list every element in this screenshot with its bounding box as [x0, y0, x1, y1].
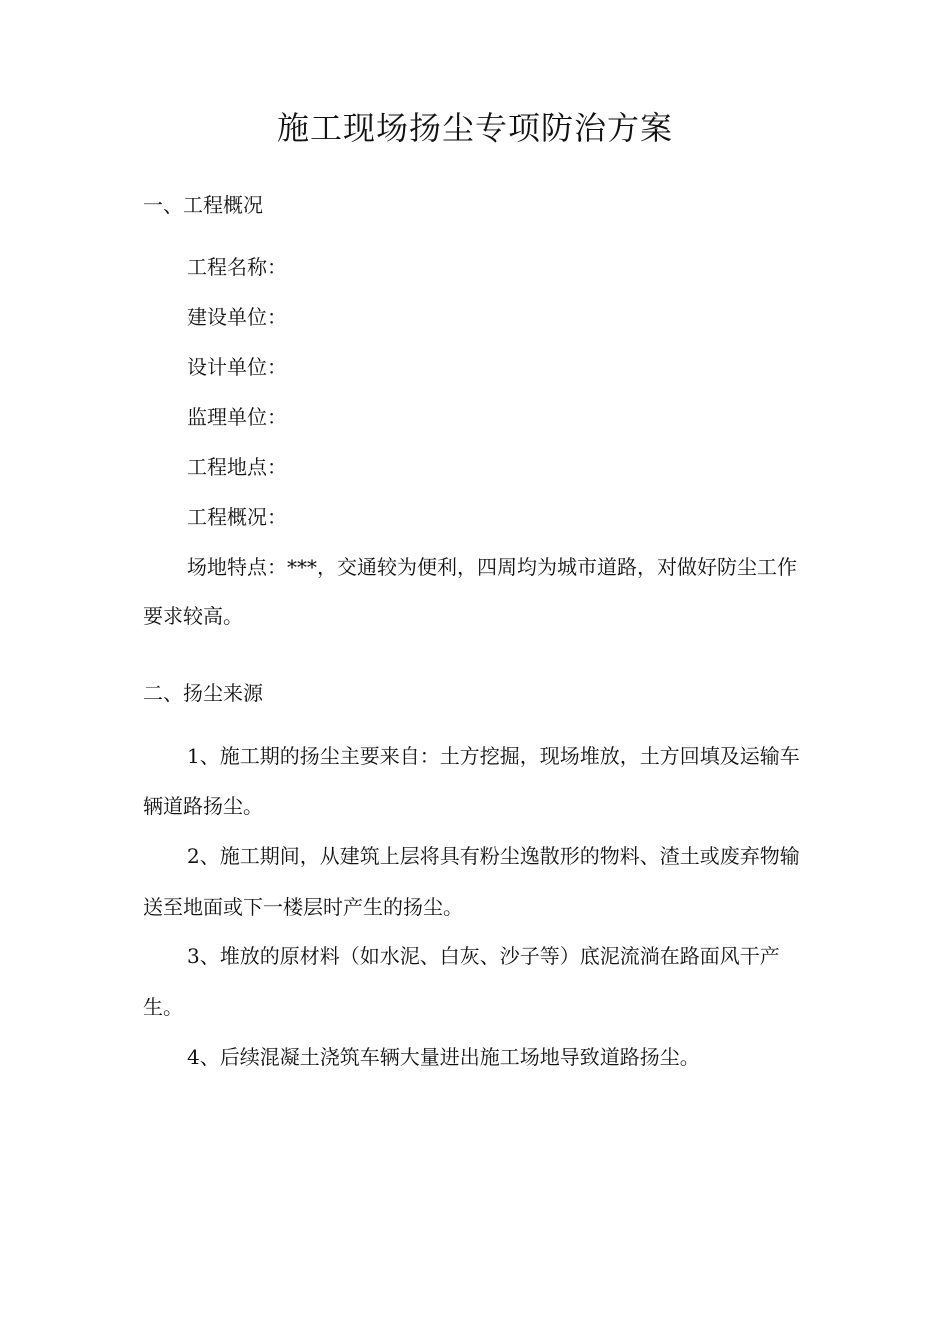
dust-source-item: 1、施工期的扬尘主要来自：土方挖掘，现场堆放，土方回填及运输车 [187, 744, 800, 768]
dust-source-item: 3、堆放的原材料（如水泥、白灰、沙子等）底泥流淌在路面风干产 [187, 944, 780, 968]
section-heading-dust-sources: 二、扬尘来源 [143, 681, 263, 705]
document-title: 施工现场扬尘专项防治方案 [276, 109, 673, 147]
dust-source-item-continued: 辆道路扬尘。 [143, 794, 263, 818]
site-features-paragraph: 场地特点：***，交通较为便利，四周均为城市道路，对做好防尘工作 [187, 555, 797, 579]
dust-source-item-continued: 生。 [143, 995, 183, 1019]
dust-source-item: 2、施工期间，从建筑上层将具有粉尘逸散形的物料、渣土或废弃物输 [187, 844, 800, 868]
field-project-overview: 工程概况： [187, 505, 287, 529]
field-design-unit: 设计单位： [187, 355, 287, 379]
field-construction-unit: 建设单位： [187, 305, 287, 329]
field-supervision-unit: 监理单位： [187, 405, 287, 429]
dust-source-item: 4、后续混凝土浇筑车辆大量进出施工场地导致道路扬尘。 [187, 1045, 700, 1069]
field-project-name: 工程名称： [187, 255, 287, 279]
section-heading-overview: 一、工程概况 [143, 193, 263, 217]
dust-source-item-continued: 送至地面或下一楼层时产生的扬尘。 [143, 895, 463, 919]
site-features-paragraph-continued: 要求较高。 [143, 604, 243, 628]
field-project-location: 工程地点： [187, 455, 287, 479]
